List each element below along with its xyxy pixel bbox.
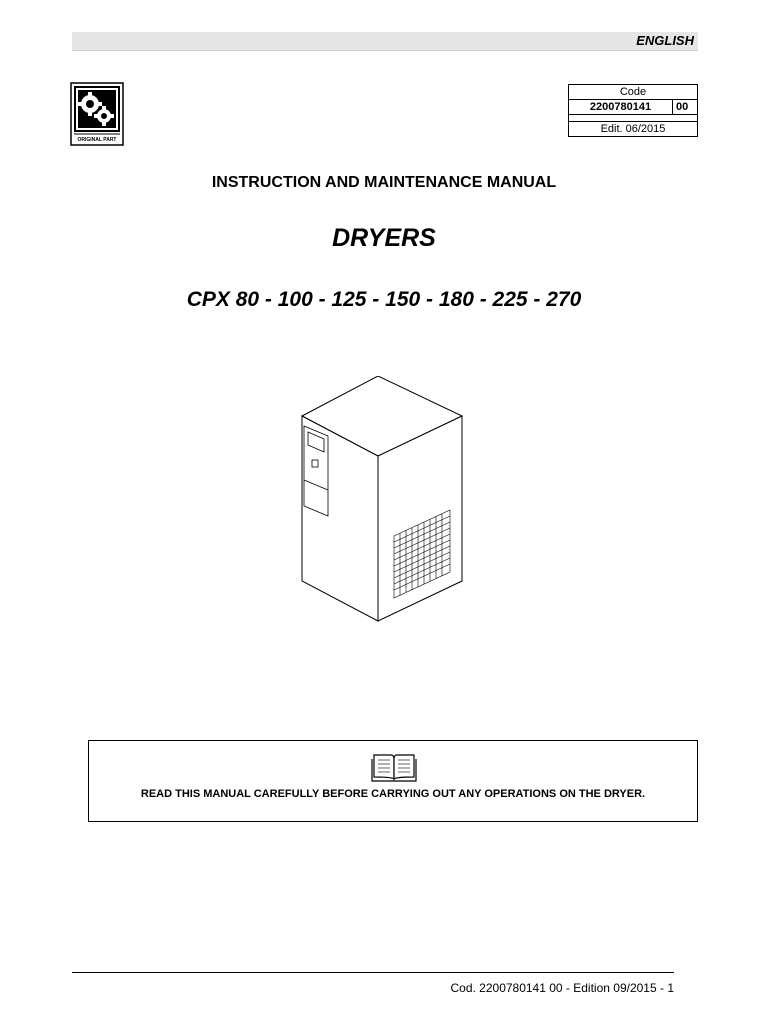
code-spacer-row xyxy=(569,115,698,122)
code-revision: 00 xyxy=(673,100,698,115)
language-label: ENGLISH xyxy=(636,33,694,48)
logo-caption: ORIGINAL PART xyxy=(77,137,117,143)
original-part-logo xyxy=(70,82,124,146)
code-box xyxy=(568,84,698,137)
gears-icon xyxy=(70,82,124,146)
footer-text: Cod. 2200780141 00 - Edition 09/2015 - 1 xyxy=(450,981,674,995)
product-title: DRYERS xyxy=(332,224,436,252)
dryer-unit-drawing xyxy=(290,376,472,626)
dryer-icon xyxy=(290,376,472,626)
code-label: Code xyxy=(569,85,698,100)
notice-text: READ THIS MANUAL CAREFULLY BEFORE CARRYING OUT ANY OPERATIONS ON THE DRYER. xyxy=(140,788,646,800)
footer-divider xyxy=(72,972,674,973)
open-book-icon xyxy=(370,751,418,783)
header-bar xyxy=(72,32,698,51)
manual-title: INSTRUCTION AND MAINTENANCE MANUAL xyxy=(211,174,557,191)
model-list: CPX 80 - 100 - 125 - 150 - 180 - 225 - 270 xyxy=(186,288,582,311)
notice-box xyxy=(88,740,698,822)
code-number: 2200780141 xyxy=(569,100,673,115)
edition-label: Edit. 06/2015 xyxy=(569,122,698,137)
